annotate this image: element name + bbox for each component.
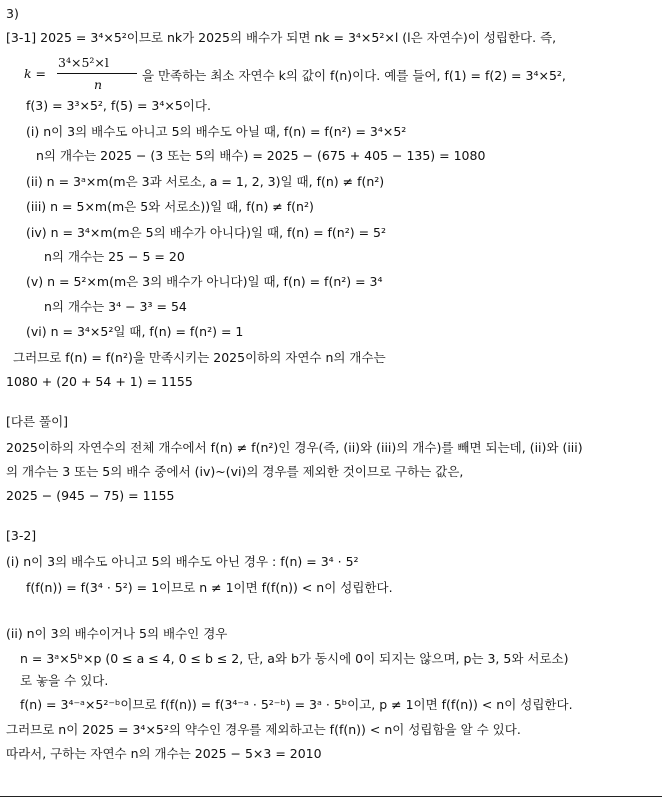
case-v-count: n의 개수는 3⁴ − 3³ = 54	[44, 299, 187, 314]
bottom-divider	[0, 796, 662, 797]
case-v: (v) n = 5²×m(m은 3의 배수가 아니다)일 때, f(n) = f(n²) = 3⁴	[26, 274, 383, 289]
f3-f5-values: f(3) = 3³×5², f(5) = 3⁴×5이다.	[26, 98, 211, 113]
alternative-line-1: 2025이하의 자연수의 전체 개수에서 f(n) ≠ f(n²)인 경우(즉, (ii)와 (iii)의 개수)를 빼면 되는데, (ii)와 (iii)	[6, 440, 583, 455]
final-answer: 따라서, 구하는 자연수 n의 개수는 2025 − 5×3 = 2010	[6, 746, 322, 761]
case-i-count: n의 개수는 2025 − (3 또는 5의 배수) = 2025 − (675 + 405 − 135) = 1080	[36, 148, 486, 163]
alternative-line-2: 의 개수는 3 또는 5의 배수 중에서 (iv)~(vi)의 경우를 제외한 것이므로 구하는 값은,	[6, 464, 464, 479]
fraction-bar	[57, 73, 137, 74]
case-ii: (ii) n = 3ᵃ×m(m은 3과 서로소, a = 1, 2, 3)일 때, f(n) ≠ f(n²)	[26, 174, 385, 189]
part-3-2-case-ii: (ii) n이 3의 배수이거나 5의 배수인 경우	[6, 626, 228, 641]
case-iii: (iii) n = 5×m(m은 5와 서로소))일 때, f(n) ≠ f(n²)	[26, 199, 314, 214]
part-3-2-case-ii-detail: f(n) = 3⁴⁻ᵃ×5²⁻ᵇ이므로 f(f(n)) = f(3⁴⁻ᵃ · 5²⁻ᵇ) = 3ᵃ · 5ᵇ이고, p ≠ 1이면 f(f(n)) < n이 성립한다.	[20, 697, 573, 712]
case-i: (i) n이 3의 배수도 아니고 5의 배수도 아닐 때, f(n) = f(n²) = 3⁴×5²	[26, 124, 407, 139]
case-iv-count: n의 개수는 25 − 5 = 20	[44, 249, 185, 264]
part-3-1-intro: [3-1] 2025 = 3⁴×5²이므로 nk가 2025의 배수가 되면 nk = 3⁴×5²×l (l은 자연수)이 성립한다. 즉,	[6, 30, 557, 45]
result-3-1: 1080 + (20 + 54 + 1) = 1155	[6, 374, 193, 389]
part-3-2-case-i-detail: f(f(n)) = f(3⁴ · 5²) = 1이므로 n ≠ 1이면 f(f(n)) < n이 성립한다.	[26, 580, 393, 595]
k-fraction-formula	[24, 52, 624, 96]
fraction-lhs: k =	[24, 66, 47, 81]
fraction-denominator: n	[94, 77, 103, 92]
part-3-2-conclusion: 그러므로 n이 2025 = 3⁴×5²의 약수인 경우를 제외하고는 f(f(n)) < n이 성립함을 알 수 있다.	[6, 722, 521, 737]
case-iv: (iv) n = 3⁴×m(m은 5의 배수가 아니다)일 때, f(n) = f(n²) = 5²	[26, 225, 386, 240]
fraction-continuation: 을 만족하는 최소 자연수 k의 값이 f(n)이다. 예를 들어, f(1) = f(2) = 3⁴×5²,	[142, 68, 566, 83]
alternative-result: 2025 − (945 − 75) = 1155	[6, 488, 175, 503]
part-3-2-case-ii-form-cont: 로 놓을 수 있다.	[20, 673, 109, 688]
alternative-heading: [다른 풀이]	[6, 414, 69, 429]
case-vi: (vi) n = 3⁴×5²일 때, f(n) = f(n²) = 1	[26, 324, 244, 339]
part-3-2-case-i: (i) n이 3의 배수도 아니고 5의 배수도 아닌 경우 : f(n) = 3⁴ · 5²	[6, 554, 359, 569]
problem-number: 3)	[6, 6, 19, 21]
part-3-2-heading: [3-2]	[6, 528, 37, 543]
fraction-numerator: 3⁴×5²×l	[58, 55, 109, 70]
conclusion-3-1: 그러므로 f(n) = f(n²)을 만족시키는 2025이하의 자연수 n의 개수는	[13, 350, 386, 365]
part-3-2-case-ii-form: n = 3ᵃ×5ᵇ×p (0 ≤ a ≤ 4, 0 ≤ b ≤ 2, 단, a와 b가 동시에 0이 되지는 않으며, p는 3, 5와 서로소)	[20, 651, 569, 666]
